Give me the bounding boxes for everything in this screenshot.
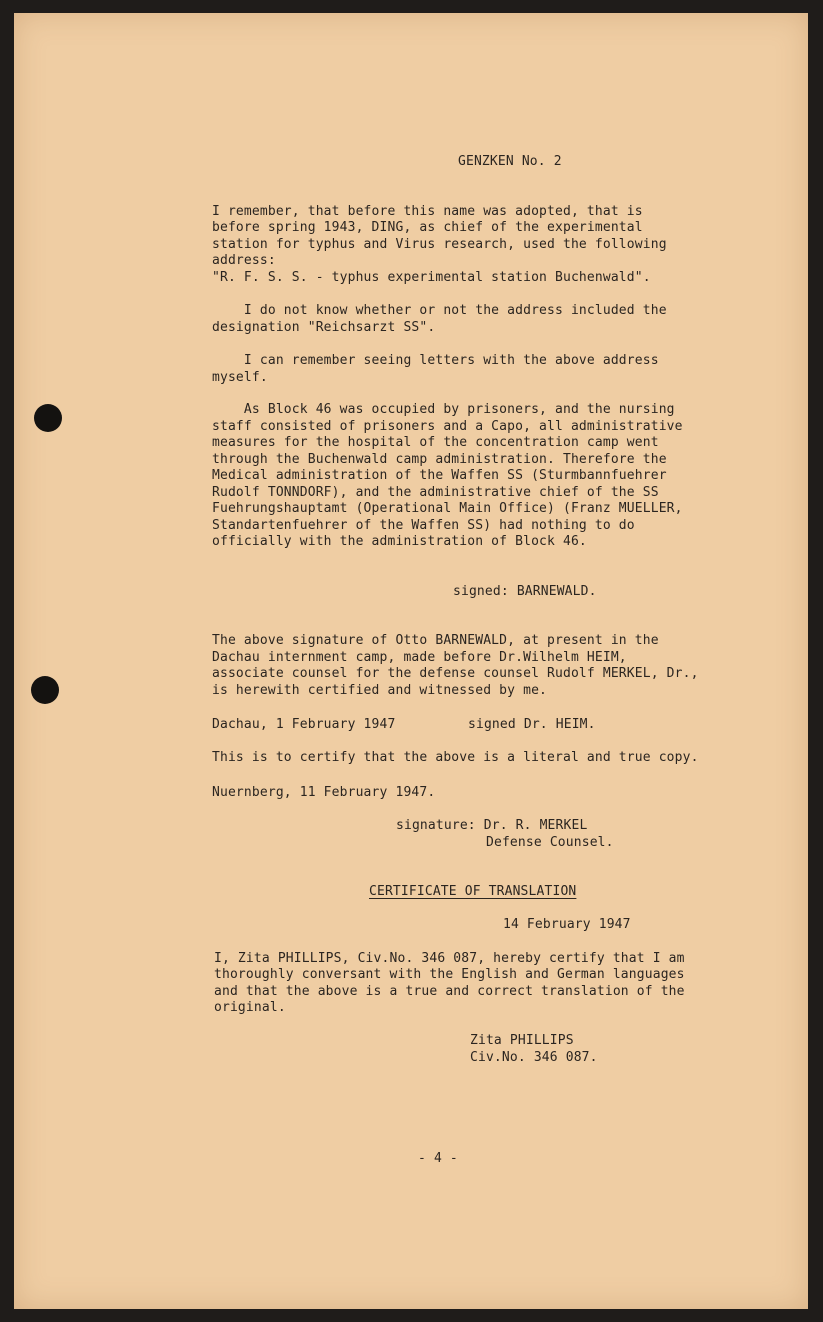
- paragraph-line: station for typhus and Virus research, used the following: [212, 237, 667, 252]
- document-page: [14, 13, 808, 1309]
- paragraph-line: I remember, that before this name was adopted, that is: [212, 204, 643, 219]
- translation-line: I, Zita PHILLIPS, Civ.No. 346 087, hereby certify that I am: [214, 951, 685, 966]
- translation-line: thoroughly conversant with the English and German languages: [214, 967, 685, 982]
- certification-line: is herewith certified and witnessed by me.: [212, 683, 548, 698]
- paragraph-line: designation "Reichsarzt SS".: [212, 320, 436, 335]
- punch-hole-top: [34, 404, 62, 432]
- signed-heim: signed Dr. HEIM.: [468, 717, 596, 732]
- merkel-title: Defense Counsel.: [486, 835, 614, 850]
- paragraph-line: Medical administration of the Waffen SS (Sturmbannfuehrer: [212, 468, 667, 483]
- paragraph-line: "R. F. S. S. - typhus experimental station Buchenwald".: [212, 270, 651, 285]
- punch-hole-bottom: [31, 676, 59, 704]
- signature-merkel: signature: Dr. R. MERKEL: [396, 818, 588, 833]
- paragraph-line: officially with the administration of Block 46.: [212, 534, 587, 549]
- certificate-of-translation-heading: CERTIFICATE OF TRANSLATION: [369, 884, 577, 899]
- paragraph-line: staff consisted of prisoners and a Capo, all administrative: [212, 419, 683, 434]
- signed-barnewald: signed: BARNEWALD.: [453, 584, 597, 599]
- certification-line: The above signature of Otto BARNEWALD, at present in the: [212, 633, 659, 648]
- translation-date: 14 February 1947: [503, 917, 631, 932]
- paragraph-line: Rudolf TONNDORF), and the administrative chief of the SS: [212, 485, 659, 500]
- certification-line: Dachau internment camp, made before Dr.Wilhelm HEIM,: [212, 650, 627, 665]
- nuernberg-date: Nuernberg, 11 February 1947.: [212, 785, 436, 800]
- paragraph-line: I do not know whether or not the address included the: [212, 303, 667, 318]
- translation-line: and that the above is a true and correct translation of the: [214, 984, 685, 999]
- copy-certification: This is to certify that the above is a literal and true copy.: [212, 750, 699, 765]
- certification-line: associate counsel for the defense counsel Rudolf MERKEL, Dr.,: [212, 666, 699, 681]
- paragraph-line: Fuehrungshauptamt (Operational Main Office) (Franz MUELLER,: [212, 501, 683, 516]
- translation-line: original.: [214, 1000, 286, 1015]
- paragraph-line: I can remember seeing letters with the above address: [212, 353, 659, 368]
- dachau-date: Dachau, 1 February 1947: [212, 717, 396, 732]
- translator-name: Zita PHILLIPS: [470, 1033, 574, 1048]
- paragraph-line: before spring 1943, DING, as chief of the experimental: [212, 220, 643, 235]
- paragraph-line: through the Buchenwald camp administration. Therefore the: [212, 452, 667, 467]
- paragraph-line: measures for the hospital of the concentration camp went: [212, 435, 659, 450]
- paragraph-line: Standartenfuehrer of the Waffen SS) had nothing to do: [212, 518, 635, 533]
- page-number: - 4 -: [418, 1151, 458, 1166]
- translator-civ-no: Civ.No. 346 087.: [470, 1050, 598, 1065]
- paragraph-line: As Block 46 was occupied by prisoners, and the nursing: [212, 402, 675, 417]
- document-header: GENZKEN No. 2: [458, 154, 562, 169]
- paragraph-line: address:: [212, 253, 276, 268]
- paragraph-line: myself.: [212, 370, 268, 385]
